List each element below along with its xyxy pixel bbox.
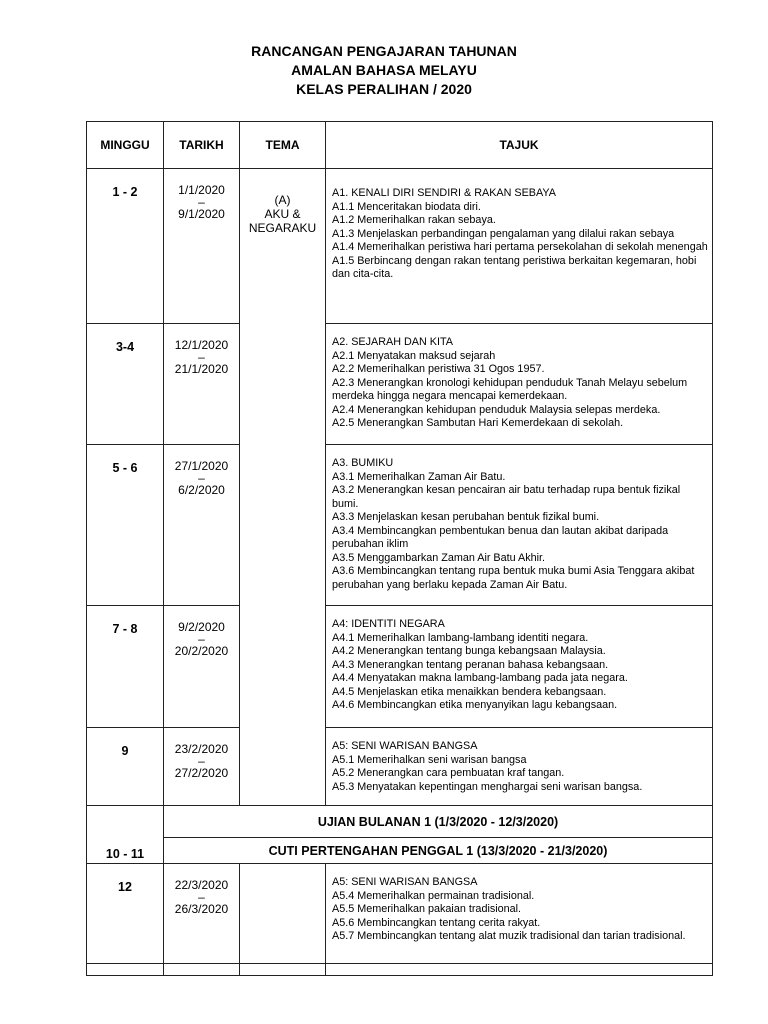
table-row [87, 728, 713, 806]
tajuk-line: A4: IDENTITI NEGARA [332, 618, 445, 630]
tajuk-cell [326, 728, 713, 806]
holiday-row [87, 838, 713, 864]
tema-line-2: NEGARAKU [248, 221, 317, 235]
tajuk-line: A3.5 Menggambarkan Zaman Air Batu Akhir. [332, 551, 546, 564]
tajuk-line: A4.3 Menerangkan tentang peranan bahasa kebangsaan. [332, 658, 609, 671]
tajuk-line: A4.2 Menerangkan tentang bunga kebangsaan Malaysia. [332, 645, 606, 657]
date-end: 27/2/2020 [174, 766, 229, 780]
date-dash: – [198, 754, 205, 768]
tajuk-line: A1.4 Memerihalkan peristiwa hari pertama persekolahan di sekolah menengah [332, 241, 708, 253]
tajuk-line: A3.4 Membincangkan pembentukan benua dan lautan akibat daripada perubahan iklim [332, 524, 669, 550]
tajuk-line: A5.6 Membincangkan tentang cerita rakyat. [332, 916, 541, 929]
empty-cell [240, 964, 326, 976]
minggu-cell: 1 - 2 [87, 169, 164, 324]
date-start: 27/1/2020 [174, 459, 229, 473]
tajuk-cell [326, 445, 713, 606]
column-header-tema: TEMA [240, 122, 326, 169]
tajuk-line: A2. SEJARAH DAN KITA [332, 336, 453, 348]
tajuk-cell [326, 169, 713, 324]
tarikh-cell [164, 728, 240, 806]
tarikh-cell [164, 864, 240, 964]
tajuk-cell [326, 864, 713, 964]
tajuk-line: A5.7 Membincangkan tentang alat muzik tradisional dan tarian tradisional. [332, 930, 686, 942]
date-end: 9/1/2020 [178, 207, 225, 221]
date-dash: – [198, 632, 205, 646]
column-header-tajuk: TAJUK [326, 122, 713, 169]
exam-banner: UJIAN BULANAN 1 (1/3/2020 - 12/3/2020) [164, 806, 713, 838]
tajuk-line: A4.4 Menyatakan makna lambang-lambang pada jata negara. [332, 672, 628, 684]
tajuk-line: A1. KENALI DIRI SENDIRI & RAKAN SEBAYA [332, 187, 557, 199]
tajuk-line: A1.3 Menjelaskan perbandingan pengalaman yang dilalui rakan sebaya [332, 227, 675, 240]
date-start: 1/1/2020 [178, 183, 225, 197]
tajuk-cell [326, 324, 713, 445]
date-dash: – [198, 195, 205, 209]
minggu-cell: 5 - 6 [87, 445, 164, 606]
tajuk-cell [326, 606, 713, 728]
empty-cell [326, 964, 713, 976]
tajuk-line: A3. BUMIKU [332, 457, 394, 469]
column-header-tarikh: TARIKH [164, 122, 240, 169]
minggu-cell: 9 [87, 728, 164, 806]
tajuk-line: A1.1 Menceritakan biodata diri. [332, 200, 481, 213]
header-row [87, 122, 713, 169]
tema-code: (A) [274, 193, 291, 207]
minggu-cell: 10 - 11 [87, 806, 164, 864]
lesson-plan-table [86, 121, 713, 976]
tajuk-line: A1.2 Memerihalkan rakan sebaya. [332, 214, 496, 226]
minggu-cell: 3-4 [87, 324, 164, 445]
document-title [0, 42, 768, 99]
date-start: 9/2/2020 [178, 620, 225, 634]
date-end: 26/3/2020 [174, 902, 229, 916]
tajuk-line: A5: SENI WARISAN BANGSA [332, 876, 478, 888]
tajuk-line: A3.1 Memerihalkan Zaman Air Batu. [332, 470, 506, 483]
tarikh-cell [164, 606, 240, 728]
tarikh-cell [164, 324, 240, 445]
date-end: 20/2/2020 [174, 644, 229, 658]
date-end: 6/2/2020 [178, 483, 225, 497]
tajuk-line: A3.3 Menjelaskan kesan perubahan bentuk fizikal bumi. [332, 511, 600, 523]
tajuk-line: A4.5 Menjelaskan etika menaikkan bendera kebangsaan. [332, 685, 607, 698]
tajuk-line: A4.6 Membincangkan etika menyanyikan lagu kebangsaan. [332, 699, 618, 711]
tema-cell-empty [240, 864, 326, 964]
tarikh-cell [164, 169, 240, 324]
tajuk-line: A3.6 Membincangkan tentang rupa bentuk muka bumi Asia Tenggara akibat perubahan yang berlaku kepada Zaman Air Batu. [332, 565, 695, 591]
tajuk-line: A2.4 Menerangkan kehidupan penduduk Malaysia selepas merdeka. [332, 403, 661, 416]
table-row [87, 324, 713, 445]
table-row [87, 606, 713, 728]
column-header-minggu: MINGGU [87, 122, 164, 169]
date-end: 21/1/2020 [174, 362, 229, 376]
table-row [87, 169, 713, 324]
tajuk-line: A5.4 Memerihalkan permainan tradisional. [332, 889, 535, 902]
date-dash: – [198, 890, 205, 904]
table-row [87, 864, 713, 964]
date-start: 23/2/2020 [174, 742, 229, 756]
title-line-3: KELAS PERALIHAN / 2020 [296, 81, 472, 97]
tajuk-line: A5.2 Menerangkan cara pembuatan kraf tangan. [332, 767, 565, 779]
tajuk-line: A2.1 Menyatakan maksud sejarah [332, 349, 496, 362]
minggu-cell: 7 - 8 [87, 606, 164, 728]
exam-row [87, 806, 713, 838]
date-start: 12/1/2020 [174, 338, 229, 352]
title-line-1: RANCANGAN PENGAJARAN TAHUNAN [251, 43, 517, 59]
tajuk-line: A2.2 Memerihalkan peristiwa 31 Ogos 1957. [332, 363, 545, 375]
title-line-2: AMALAN BAHASA MELAYU [291, 62, 477, 78]
table-row [87, 445, 713, 606]
holiday-banner: CUTI PERTENGAHAN PENGGAL 1 (13/3/2020 - 21/3/2020) [164, 838, 713, 864]
tajuk-line: A1.5 Berbincang dengan rakan tentang peristiwa berkaitan kegemaran, hobi dan cita-cita. [332, 254, 697, 280]
tajuk-line: A2.3 Menerangkan kronologi kehidupan penduduk Tanah Melayu sebelum merdeka hingga negara mencapai kemerdekaan. [332, 376, 688, 402]
empty-cell [164, 964, 240, 976]
minggu-cell: 12 [87, 864, 164, 964]
tajuk-line: A2.5 Menerangkan Sambutan Hari Kemerdekaan di sekolah. [332, 417, 624, 429]
date-start: 22/3/2020 [174, 878, 229, 892]
tajuk-line: A4.1 Memerihalkan lambang-lambang identiti negara. [332, 631, 589, 644]
tajuk-line: A5.3 Menyatakan kepentingan menghargai seni warisan bangsa. [332, 780, 643, 793]
tema-line-1: AKU & [264, 207, 301, 221]
tajuk-line: A5.1 Memerihalkan seni warisan bangsa [332, 753, 527, 766]
table-row-empty [87, 964, 713, 976]
tarikh-cell [164, 445, 240, 606]
empty-cell [87, 964, 164, 976]
date-dash: – [198, 350, 205, 364]
tajuk-line: A3.2 Menerangkan kesan pencairan air batu terhadap rupa bentuk fizikal bumi. [332, 484, 681, 510]
tajuk-line: A5.5 Memerihalkan pakaian tradisional. [332, 903, 522, 915]
tema-cell [240, 169, 326, 806]
tajuk-line: A5: SENI WARISAN BANGSA [332, 740, 478, 752]
date-dash: – [198, 471, 205, 485]
